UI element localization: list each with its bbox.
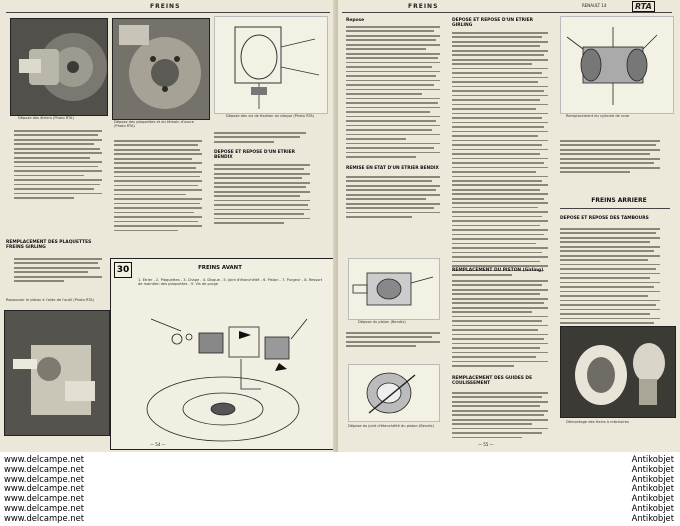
left-page-number: — 54 — — [150, 442, 166, 447]
cylinder-caption: Remplacement du cylindre de roue — [566, 114, 630, 118]
footer-right-line: Antikobjet — [631, 473, 674, 484]
footer-right-line: Antikobjet — [631, 512, 674, 523]
caliper-photo — [10, 18, 108, 116]
left-header-rule — [6, 12, 330, 13]
footer-left-line: www.delcampe.net — [4, 512, 85, 523]
figure-number: 30 — [114, 262, 132, 278]
right-header-rule — [342, 12, 672, 13]
right-col-text-2 — [214, 164, 314, 227]
exploded-view-drawing — [111, 259, 333, 449]
footer-right-line: Antikobjet — [631, 502, 674, 513]
right-page-number: — 55 — — [478, 442, 494, 447]
pads-photo-caption: Dépose des plaquettes et du témoin d'usure (Photo RTA) — [114, 120, 194, 129]
r-col3-text-2 — [560, 228, 666, 331]
disc-drawing-image — [215, 17, 327, 113]
brake-shoes-photo — [560, 326, 676, 418]
rear-brakes-heading: FREINS ARRIERE — [591, 197, 647, 204]
rta-logo: RTA — [632, 1, 655, 12]
footer-left-line: www.delcampe.net — [4, 483, 85, 494]
r-col2-text-1 — [452, 32, 550, 279]
right-col-text-1 — [214, 132, 310, 145]
model-name: RENAULT 14 — [582, 3, 607, 8]
rear-brakes-rule — [560, 208, 670, 209]
r-col2-text-2 — [452, 280, 550, 370]
footer-right-line: Antikobjet — [631, 493, 674, 504]
footer-right-line: Antikobjet — [631, 483, 674, 494]
caliper-photo-caption: Dépose des étriers (Photo RTA) — [18, 116, 74, 120]
bendix-remise-heading: REMISE EN ETAT D'UN ETRIER BENDIX — [346, 166, 439, 171]
guides-heading: REMPLACEMENT DES GUIDES DE COULISSEMENT — [452, 376, 533, 386]
seal-removal-image — [349, 365, 439, 421]
r-col1-text-3 — [346, 332, 442, 350]
bottom-left-caption: Repousser le piston à l'aide de l'outil (Photo RTA) — [6, 298, 95, 302]
left-running-head: FREINS — [150, 3, 181, 10]
seal-removal-caption: Dépose du joint d'étanchéité du piston (Bendix) — [348, 424, 435, 428]
pads-photo-image — [113, 19, 209, 119]
figure-title: FREINS AVANT — [198, 265, 242, 271]
piston-replacement-heading: REMPLACEMENT DU PISTON (Girling) — [452, 268, 544, 273]
footer-left-line: www.delcampe.net — [4, 473, 85, 484]
r-col1-text-1 — [346, 26, 442, 161]
front-brakes-figure — [110, 258, 334, 450]
wheel-cylinder-drawing — [560, 16, 674, 114]
disc-drawing — [214, 16, 328, 114]
piston-tool-photo-image — [5, 311, 109, 435]
brake-shoes-photo-image — [561, 327, 675, 417]
footer-right-column — [632, 455, 674, 524]
bendix-caliper-heading: DEPOSE ET REPOSE D'UN ETRIER BENDIX — [214, 150, 295, 160]
footer-right-line: Antikobjet — [631, 454, 674, 464]
mid-col-text-1 — [114, 140, 204, 234]
drum-heading: DEPOSE ET REPOSE DES TAMBOURS — [560, 216, 649, 221]
piston-removal-drawing — [348, 258, 440, 320]
seal-removal-drawing — [348, 364, 440, 422]
pads-photo — [112, 18, 210, 120]
r-col3-text-1 — [560, 140, 666, 176]
footer-left-column — [4, 455, 84, 524]
girling-heading: DEPOSE ET REPOSE D'UN ETRIER GIRLING — [452, 18, 533, 28]
left-page — [0, 0, 336, 452]
footer-right-line: Antikobjet — [631, 463, 674, 474]
caliper-photo-image — [11, 19, 107, 115]
r-col1-text-2 — [346, 176, 442, 221]
footer-left-line: www.delcampe.net — [4, 463, 85, 474]
replacement-heading: REMPLACEMENT DES PLAQUETTES FREINS GIRLING — [6, 240, 92, 250]
right-page — [338, 0, 680, 452]
footer-left-line: www.delcampe.net — [4, 454, 85, 464]
right-running-head: FREINS — [408, 3, 439, 10]
brake-shoes-caption: Démontage des freins à mâchoires — [566, 420, 629, 424]
left-col-text-2 — [14, 258, 104, 285]
footer-left-line: www.delcampe.net — [4, 493, 85, 504]
footer-left-line: www.delcampe.net — [4, 502, 85, 513]
figure-legend: 1. Etrier - 2. Plaquettes - 3. Chape - 4. Disque - 5. Joint d'étanchéité - 6. Piston - 7. Purgeur - 8. Ressort de maintien des plaquettes - 9. Vis de purge — [138, 278, 323, 287]
piston-removal-image — [349, 259, 439, 319]
r-col2-text-3 — [452, 392, 550, 441]
disc-drawing-caption: Dépose des vis de fixation du disque (Photo RTA) — [226, 114, 315, 118]
piston-tool-photo — [4, 310, 110, 436]
left-col-text-1 — [14, 130, 104, 202]
repose-heading: Repose — [346, 18, 365, 23]
piston-removal-caption: Dépose du piston (Bendix) — [358, 320, 406, 324]
wheel-cylinder-image — [561, 17, 673, 113]
